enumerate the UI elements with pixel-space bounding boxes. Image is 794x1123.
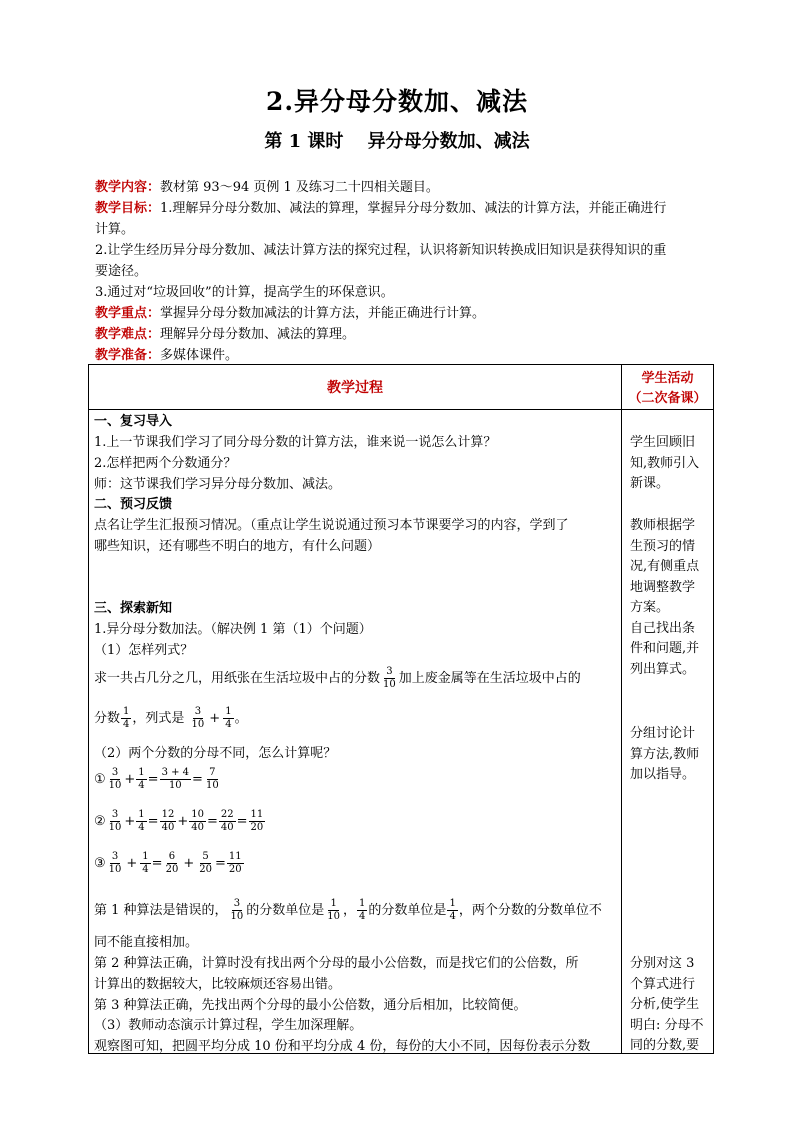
content-text: 教材第 93～94 页例 1 及练习二十四相关题目。 <box>160 180 439 195</box>
numerator: 3 + 4 <box>161 767 190 778</box>
fraction-1-4 <box>136 809 146 834</box>
equals-sign: = <box>236 814 248 829</box>
denominator: 4 <box>449 911 456 922</box>
fraction-11-20 <box>249 809 266 834</box>
numerator: 1 <box>449 898 456 909</box>
section-review <box>94 412 172 433</box>
explore-line-4 <box>94 706 248 731</box>
equals-sign: = <box>151 856 163 871</box>
activity-line: 新课。 <box>630 476 670 491</box>
denominator: 4 <box>359 911 366 922</box>
plus-sign: + <box>124 814 136 829</box>
fraction-11-20 <box>227 851 244 876</box>
numerator: 22 <box>220 809 234 820</box>
activity-analysis <box>630 954 714 1057</box>
difficulty-text: 理解异分母分数加、减法的算理。 <box>160 327 356 342</box>
fraction-12-40 <box>160 809 177 834</box>
numerator: 3 <box>233 898 241 909</box>
section-preview: 二、预习反馈 <box>94 497 173 512</box>
analysis-1a: 第 1 种算法是错误的， <box>94 903 228 918</box>
activity-line: 个算式进行 <box>630 976 696 992</box>
denominator: 20 <box>165 864 179 875</box>
meta-key <box>95 303 715 324</box>
numerator: 1 <box>225 706 232 717</box>
fraction-1-4 <box>140 851 150 876</box>
analysis-1f: 同不能直接相加。 <box>94 935 199 950</box>
numerator: 3 <box>386 666 393 677</box>
numerator: 1 <box>138 809 145 820</box>
goal-1a: 1.理解异分母分数加、减法的算理，掌握异分母分数加、减法的计算方法，并能正确进行 <box>160 201 667 216</box>
explore-line-4a: 分数 <box>94 711 121 726</box>
explore-line-1: 1.异分母分数加法。（解决例 1 第（1）个问题） <box>94 622 372 637</box>
process-cell <box>89 410 622 1054</box>
activity-line: 方案。 <box>630 600 670 615</box>
meta-difficulty <box>95 324 715 345</box>
section-explore: 三、探索新知 <box>94 601 173 616</box>
denominator: 4 <box>138 780 145 791</box>
denominator: 20 <box>250 822 264 833</box>
explore-line-4b: ，列式是 <box>132 711 185 726</box>
goal-1b: 计算。 <box>95 222 135 237</box>
equals-sign: = <box>147 814 159 829</box>
fraction-5-20 <box>197 851 214 876</box>
denominator: 20 <box>199 864 212 875</box>
denominator: 10 <box>327 911 341 922</box>
equals-sign: = <box>214 856 226 871</box>
activity-line: 算方法,教师 <box>630 746 700 762</box>
numerator: 1 <box>123 706 130 717</box>
plus-sign: + <box>183 856 195 871</box>
numerator: 1 <box>142 851 149 862</box>
review-line-2: 2.怎样把两个分数通分？ <box>94 456 237 471</box>
meta-goal <box>95 198 715 219</box>
denominator: 10 <box>191 719 205 730</box>
demo-line-2: 观察图可知，把圆平均分成 10 份和平均分成 4 份，每份的大小不同，因每份表示分数 <box>94 1039 591 1054</box>
explore-line-4c: 。 <box>234 711 248 726</box>
fraction-1-4 <box>121 706 131 731</box>
plus-sign: + <box>126 856 138 871</box>
fraction-1-10 <box>325 898 342 923</box>
analysis-1 <box>94 898 602 923</box>
lesson-meta <box>95 177 715 366</box>
numerator: 3 <box>111 851 119 862</box>
numerator: 1 <box>330 898 337 909</box>
fraction-3-10 <box>107 767 124 792</box>
goal-label: 教学目标： <box>95 201 161 216</box>
fraction-1-4 <box>357 898 367 923</box>
activity-review <box>630 433 714 495</box>
activity-line: 同的分数,要 <box>630 1038 700 1053</box>
denominator: 40 <box>191 822 204 833</box>
prep-label: 教学准备： <box>95 348 161 363</box>
activity-line: 件和问题,并 <box>630 641 700 656</box>
content-label: 教学内容： <box>95 180 161 195</box>
review-line-1: 1.上一节课我们学习了同分母分数的计算方法，谁来说一说怎么计算？ <box>94 435 497 450</box>
goal-2b: 要途径。 <box>95 264 148 279</box>
plus-sign: + <box>177 814 189 829</box>
activity-line: 分组讨论计 <box>630 726 696 741</box>
denominator: 20 <box>228 864 242 875</box>
method-1 <box>94 767 222 792</box>
fraction-3-10 <box>190 706 207 731</box>
numerator: 10 <box>191 809 204 820</box>
explore-line-3 <box>94 666 581 691</box>
numerator: 3 <box>111 809 119 820</box>
numerator: 3 <box>194 706 202 717</box>
denominator: 10 <box>383 679 396 690</box>
goal-3: 3.通过对“垃圾回收”的计算，提高学生的环保意识。 <box>95 285 394 300</box>
fraction-3-10 <box>229 898 246 923</box>
numerator: 3 <box>111 767 119 778</box>
lesson-subtitle: 第 1 课时 异分母分数加、减法 <box>264 131 530 152</box>
activity-line: 分别对这 3 <box>630 956 695 971</box>
activity-line: 分析,使学生 <box>630 997 700 1012</box>
header-activity-1: 学生活动 <box>641 371 694 386</box>
numerator: 12 <box>161 809 175 820</box>
explore-line-5: （2）两个分数的分母不同，怎么计算呢？ <box>94 746 337 761</box>
fraction-1-4 <box>136 767 146 792</box>
activity-line: 学生回顾旧 <box>630 435 696 450</box>
review-line-3: 师：这节课我们学习异分母分数加、减法。 <box>94 477 342 492</box>
fraction-22-40 <box>219 809 236 834</box>
fraction-7-10 <box>204 767 221 792</box>
method-3 <box>94 851 245 876</box>
fraction-3-10 <box>381 666 398 691</box>
meta-prep <box>95 345 715 366</box>
equals-sign: = <box>206 814 218 829</box>
numerator: 7 <box>209 767 216 778</box>
preview-line-1: 点名让学生汇报预习情况。（重点让学生说说通过预习本节课要学习的内容，学到了 <box>94 518 569 533</box>
explore-line-2: （1）怎样列式？ <box>94 643 194 658</box>
activity-line: 教师根据学 <box>630 518 696 533</box>
explore-line-3b: 加上废金属等在生活垃圾中占的 <box>398 671 581 686</box>
lesson-table <box>88 364 714 1054</box>
fraction-1-4 <box>447 898 457 923</box>
activity-line: 生预习的情 <box>630 538 696 554</box>
analysis-3: 第 3 种算法正确，先找出两个分母的最小公倍数，通分后相加，比较简便。 <box>94 998 527 1013</box>
activity-preview <box>630 516 714 680</box>
explore-line-3a: 求一共占几分之几，用纸张在生活垃圾中占的分数 <box>94 671 381 686</box>
numerator: 1 <box>138 767 145 778</box>
method-2 <box>94 809 266 834</box>
numerator: 11 <box>250 809 264 820</box>
difficulty-label: 教学难点： <box>95 327 161 342</box>
fraction-10-40 <box>189 809 206 834</box>
numerator: 6 <box>168 851 176 862</box>
method-1-marker: ① <box>94 772 106 787</box>
fraction-7-10-sum <box>160 767 191 792</box>
numerator: 1 <box>359 898 366 909</box>
document-title: 2.异分母分数加、减法 <box>265 87 529 116</box>
header-activity-2: （二次备课） <box>628 391 707 406</box>
method-2-marker: ② <box>94 814 106 829</box>
header-process: 教学过程 <box>89 365 622 410</box>
denominator: 4 <box>142 864 149 875</box>
goal-2a: 2.让学生经历异分母分数加、减法计算方法的探究过程，认识将新知识转换成旧知识是获得知识的重 <box>95 243 667 258</box>
fraction-3-10 <box>107 851 124 876</box>
activity-line: 自己找出条 <box>630 620 696 636</box>
denominator: 10 <box>108 780 122 791</box>
meta-content <box>95 177 715 198</box>
analysis-1b: 的分数单位是 <box>246 903 325 918</box>
fraction-1-4 <box>223 706 233 731</box>
header-activity <box>622 365 714 410</box>
denominator: 10 <box>168 780 182 791</box>
denominator: 10 <box>230 911 244 922</box>
analysis-1d: 的分数单位是 <box>368 903 447 918</box>
numerator: 5 <box>202 851 209 862</box>
fraction-3-10 <box>107 809 124 834</box>
denominator: 10 <box>108 822 122 833</box>
activity-line: 明白: 分母不 <box>630 1017 704 1033</box>
analysis-1c: ， <box>343 903 357 918</box>
analysis-2b: 计算出的数据较大，比较麻烦还容易出错。 <box>94 977 342 992</box>
activity-cell <box>622 410 714 1054</box>
denominator: 40 <box>220 822 234 833</box>
denominator: 40 <box>161 822 175 833</box>
method-3-marker: ③ <box>94 856 106 871</box>
plus-sign: + <box>209 711 221 726</box>
fraction-6-20 <box>164 851 181 876</box>
numerator: 11 <box>228 851 242 862</box>
denominator: 10 <box>108 864 122 875</box>
analysis-1e: ，两个分数的分数单位不 <box>458 903 602 918</box>
activity-line: 加以指导。 <box>630 767 696 782</box>
preview-line-2: 哪些知识，还有哪些不明白的地方，有什么问题） <box>94 539 381 554</box>
activity-line: 列出算式。 <box>630 661 696 677</box>
equals-sign: = <box>192 772 203 787</box>
denominator: 4 <box>138 822 145 833</box>
activity-line: 况,有侧重点 <box>630 559 700 574</box>
activity-line: 地调整教学 <box>630 579 696 595</box>
denominator: 4 <box>123 719 130 730</box>
section-review-title: 一、复习导入 <box>94 414 173 429</box>
activity-discussion <box>630 724 714 786</box>
demo-line-1: （3）教师动态演示计算过程，学生加深理解。 <box>94 1018 363 1033</box>
denominator: 10 <box>205 780 219 791</box>
equals-sign: = <box>147 772 159 787</box>
prep-text: 多媒体课件。 <box>160 348 239 363</box>
key-label: 教学重点： <box>95 306 161 321</box>
plus-sign: + <box>124 772 136 787</box>
activity-line: 知,教师引入 <box>630 455 700 471</box>
analysis-2a: 第 2 种算法正确，计算时没有找出两个分母的最小公倍数，而是找它们的公倍数，所 <box>94 956 579 971</box>
key-text: 掌握异分母分数加减法的计算方法，并能正确进行计算。 <box>160 306 486 321</box>
denominator: 4 <box>225 719 232 730</box>
